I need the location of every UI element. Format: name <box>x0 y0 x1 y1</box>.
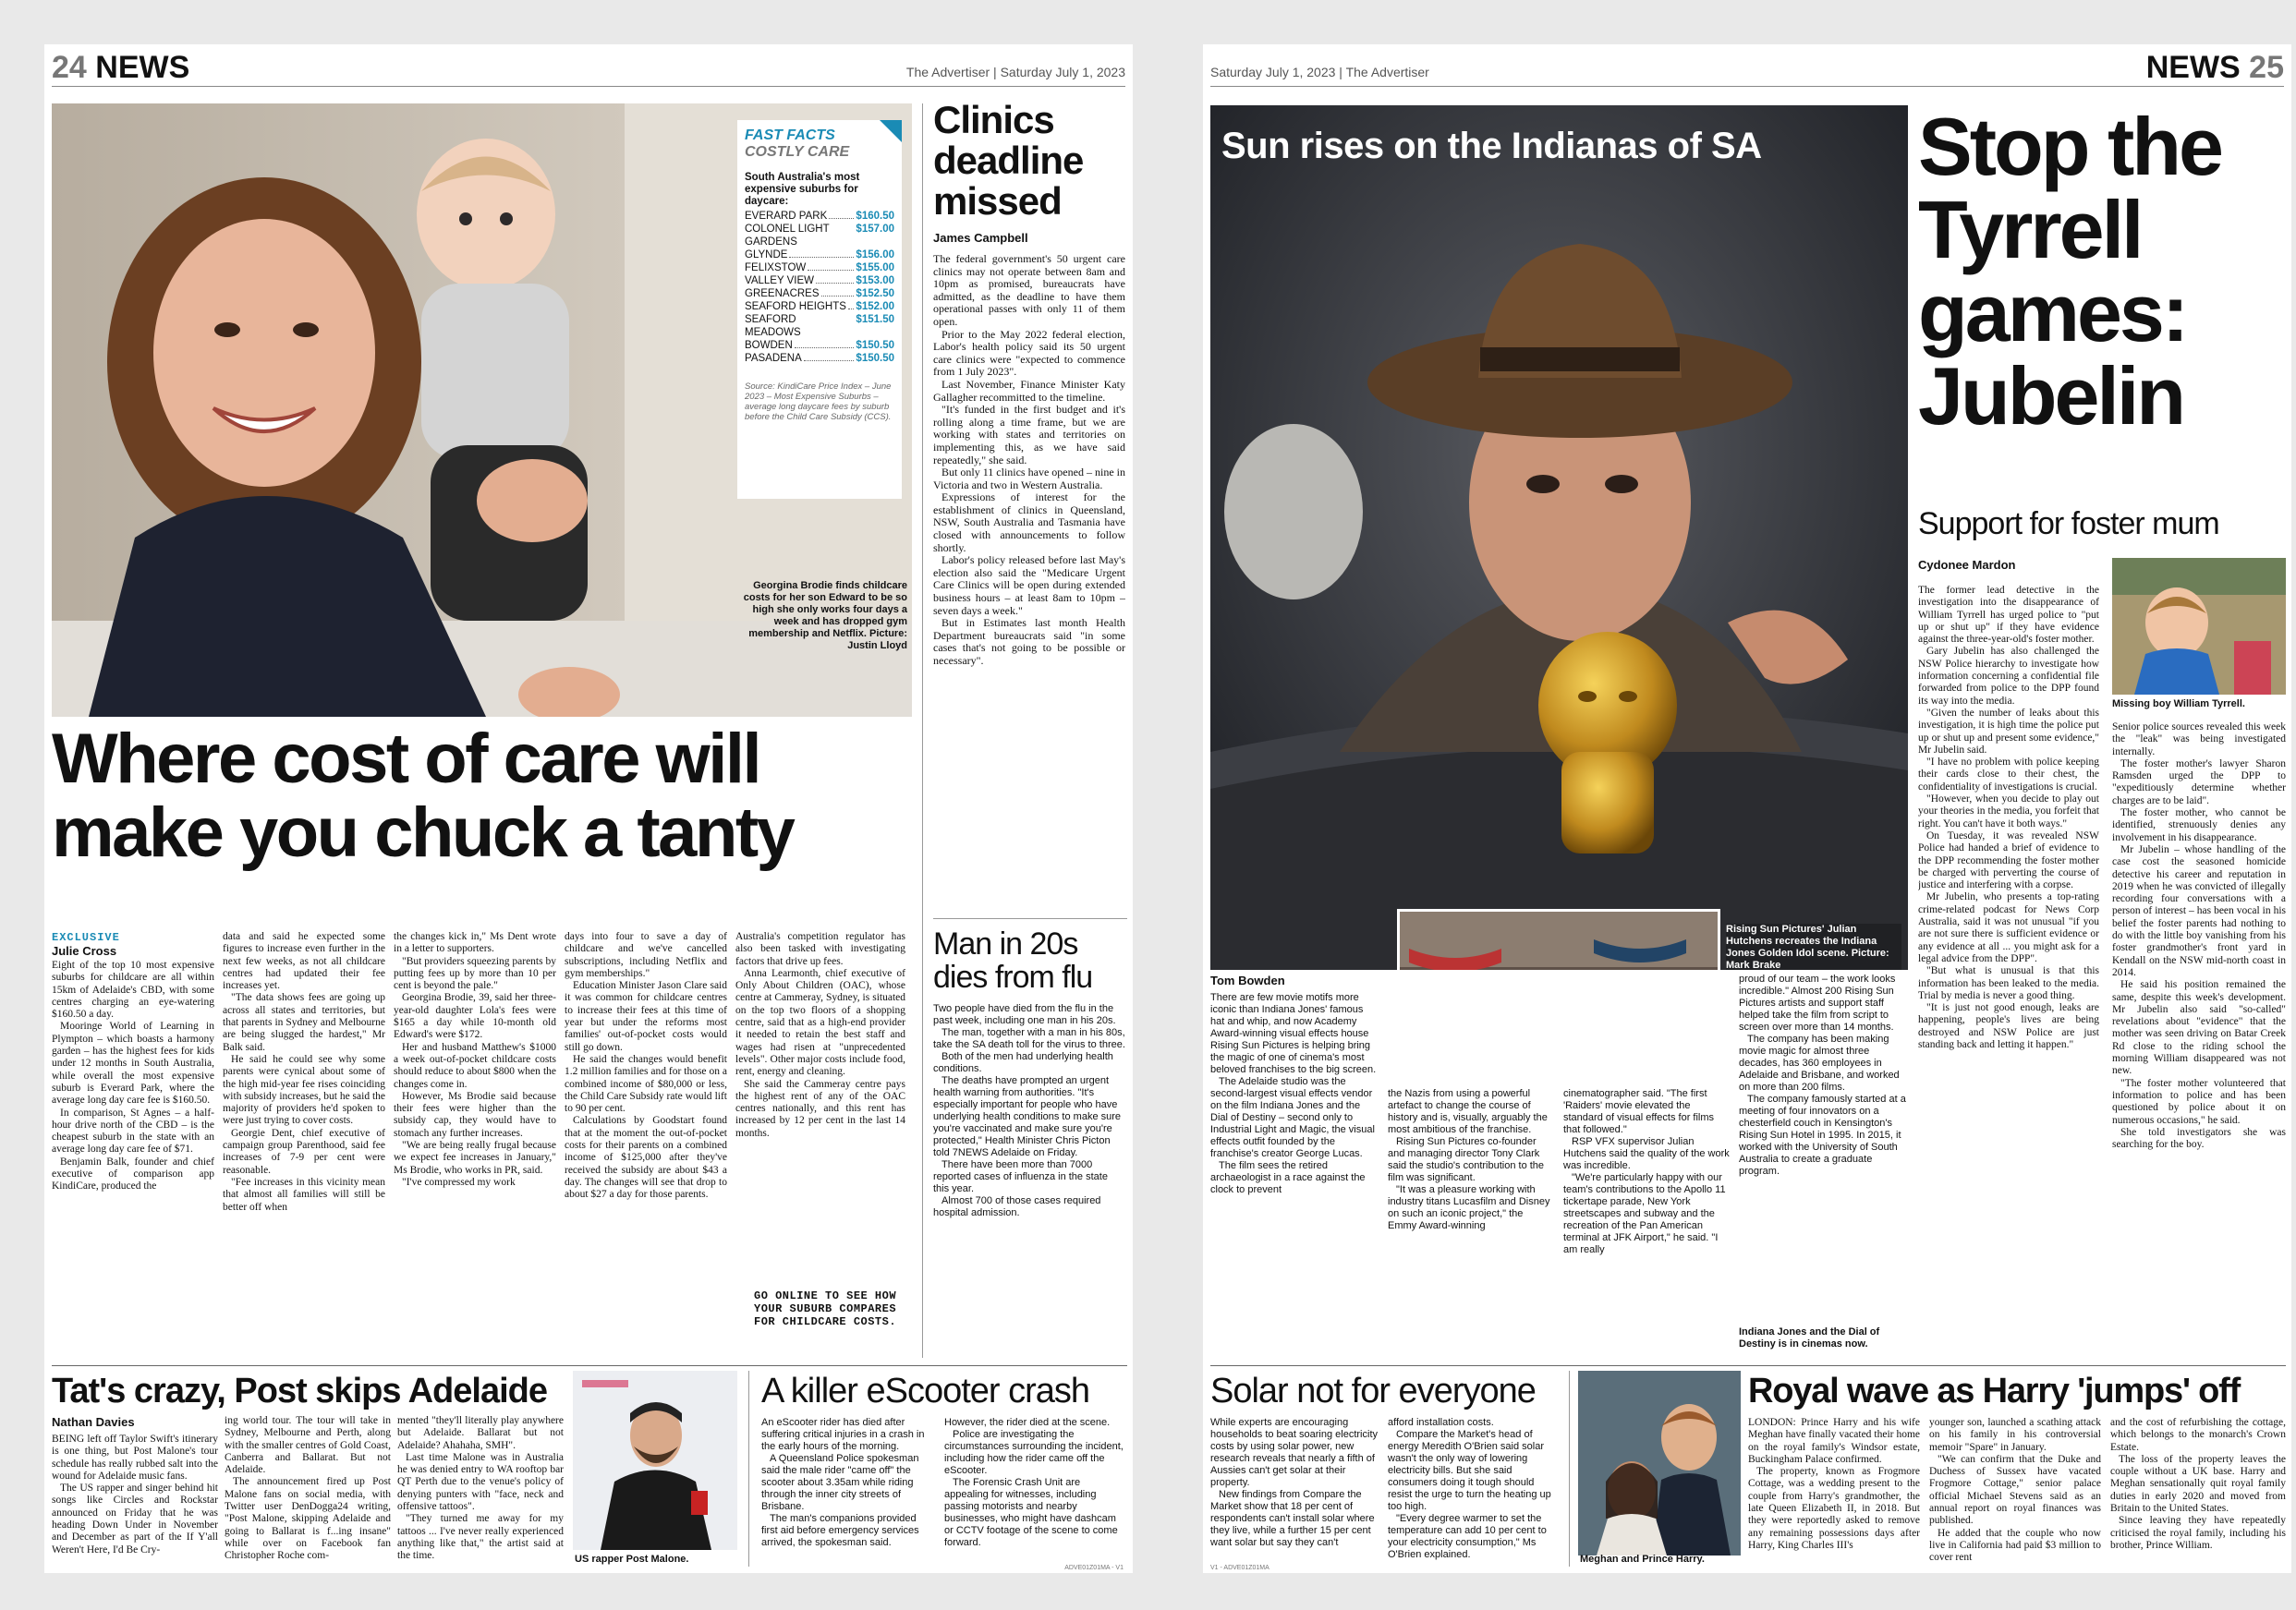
masthead-date: The Advertiser | Saturday July 1, 2023 <box>905 65 1125 79</box>
story-divider <box>933 918 1127 919</box>
daily-fee: $152.00 <box>856 301 894 312</box>
malone-column-1 <box>52 1434 218 1568</box>
paragraph: Almost 700 of those cases required hospital admission. <box>933 1195 1101 1218</box>
page-folio <box>1210 50 2284 87</box>
footer-code: V1 - ADVE01Z01MA <box>1210 1565 1269 1571</box>
paragraph: The deaths have prompted an urgent health warning from authorities. "It's especially important for people who have underlying health conditions to make sure you're vaccinated and make sure you're protected," Health Minister Chris Picton told 7NEWS Adelaide on Friday. <box>933 1075 1122 1158</box>
paragraph: Benjamin Balk, founder and chief executive of comparison app KindiCare, produced the <box>52 1156 214 1192</box>
suburb-name: GREENACRES <box>745 288 820 299</box>
boy-portrait-illustration <box>2112 558 2286 695</box>
tyrrell-photo-caption: Missing boy William Tyrrell. <box>2112 698 2245 709</box>
leader-dots <box>829 210 854 219</box>
paragraph: Last November, Finance Minister Katy Gallagher recommitted to the timeline. <box>933 377 1125 404</box>
paragraph: "But providers squeezing parents by putting fees up by more than 10 per cent is beyond the pale." <box>394 955 556 992</box>
paragraph: Two people have died from the flu in the past week, including one man in his 20s. <box>933 1003 1116 1026</box>
suburb-name: SEAFORD MEADOWS <box>745 314 801 338</box>
paragraph: "We're particularly happy with our team's contributions to the Apollo 11 tickertape parade, New York streetscapes and subway and the recreation of the Pan American terminal at JFK Airport," he said. "I am really <box>1563 1172 1726 1255</box>
paragraph: There have been more than 7000 reported cases of influenza in the state this year. <box>933 1159 1108 1194</box>
escooter-column-1 <box>761 1417 935 1567</box>
lead-byline: Julie Cross <box>52 944 117 958</box>
tickertape-parade-illustration <box>1400 912 1720 970</box>
paragraph: Labor's policy released before last May's election also said the "Medicare Urgent Care Clinics will be open during extended business hours – at least 8am to 10pm – seven days a week." <box>933 553 1125 617</box>
fast-facts-subtitle: COSTLY CARE <box>745 144 850 160</box>
parade-inset-photo <box>1397 909 1720 970</box>
lead-column-5 <box>735 931 905 1291</box>
paragraph: The man, together with a man in his 80s, take the SA death toll for the virus to three. <box>933 1027 1125 1050</box>
paragraph: He said his position remained the same, despite this week's development. Mr Jubelin also said "so-called" revelations about "evidence" that the mother was seen driving on Batar Creek Rd close to the riding school the morning William disappeared was not new. <box>2112 979 2286 1077</box>
suburb-name: BOWDEN <box>745 340 793 351</box>
paragraph: Both of the men had underlying health conditions. <box>933 1051 1113 1074</box>
daily-fee: $151.50 <box>856 314 894 325</box>
paragraph: Gary Jubelin has also challenged the NSW Police hierarchy to investigate how information concerning a confidential file forwarded from police to the DPP found its way into the media. <box>1918 646 2099 707</box>
royal-column-2 <box>1929 1417 2101 1567</box>
leader-dots <box>795 339 855 348</box>
paragraph: data and said he expected some figures to increase even further in the next few weeks, as not all childcare centres had updated their fee increases yet. <box>223 931 385 992</box>
paragraph: Since leaving they have repeatedly criticised the royal family, including his brother, Prince William. <box>2110 1515 2286 1551</box>
meghan-harry-illustration <box>1578 1371 1741 1556</box>
paragraph: Her and husband Matthew's $1000 a week out-of-pocket childcare costs should reduce to about $800 when the changes come in. <box>394 1041 556 1090</box>
indiana-headline: Sun rises on the Indianas of SA <box>1221 126 1762 166</box>
paragraph: There are few movie motifs more iconic than Indiana Jones' famous hat and whip, and now Academy Award-winning visual effects house Rising Sun Pictures is helping bring the magic of one of cinema's most beloved franchises to the big screen. <box>1210 992 1377 1075</box>
fast-facts-row <box>745 274 894 287</box>
paragraph: "I've compressed my work <box>402 1176 516 1188</box>
paragraph: afford installation costs. <box>1388 1417 1494 1428</box>
paragraph: cinematographer said. "The first 'Raiders' movie elevated the standard of visual effects for films that followed." <box>1563 1088 1715 1135</box>
indiana-photo <box>1210 105 1908 970</box>
indiana-idol-illustration <box>1210 105 1908 970</box>
paragraph: The property, known as Frogmore Cottage, was a wedding present to the couple from Harry's grandmother, the late Queen Elizabeth II, in 2018. But they were reportedly asked to remove any remaining possessions days after Harry, King Charles III's <box>1748 1466 1920 1551</box>
column-divider-bottom <box>748 1371 749 1567</box>
column-divider <box>922 103 923 1358</box>
paragraph: The foster mother, who cannot be identified, strenuously denies any involvement in his disappearance. <box>2112 807 2286 843</box>
paragraph: He said he could see why some parents were cynical about some of the high mid-year fee rises coinciding with subsidy increases, but he said the majority of providers he'd spoken to were just trying to cover costs. <box>223 1053 385 1127</box>
paragraph: "I have no problem with police keeping their cards close to their chest, the confidentiality of investigations is crucial. <box>1918 757 2099 793</box>
indiana-column-2 <box>1388 1088 1554 1358</box>
solar-column-2 <box>1388 1417 1560 1567</box>
lead-headline: Where cost of care will make you chuck a tanty <box>52 720 794 872</box>
paragraph: and the cost of refurbishing the cottage, which belongs to the monarch's Crown Estate. <box>2110 1417 2286 1453</box>
paragraph: The federal government's 50 urgent care clinics may not operate between 8am and 10pm as promised, bureaucrats have admitted, as the deadline to have them operational passes with only 11 of them open. <box>933 253 1125 328</box>
fast-facts-row <box>745 287 894 300</box>
suburb-name: PASADENA <box>745 353 802 364</box>
indiana-column-3 <box>1563 1088 1730 1358</box>
paragraph: But in Estimates last month Health Department bureaucrats said "in some cases that's not going to be possible or necessary". <box>933 616 1125 667</box>
tyrrell-subhead: Support for foster mum <box>1918 506 2219 541</box>
paragraph: Australia's competition regulator has also been tasked with investigating factors that drive up fees. <box>735 931 905 967</box>
section-name: NEWS <box>2145 50 2241 85</box>
clinics-body <box>933 253 1125 909</box>
leader-dots <box>808 261 854 271</box>
paragraph: Mr Jubelin – whose handling of the case cost the seasoned homicide detective his career and reputation in 2019 when he was convicted of illegally recording four conversations with a person of interest – has been vocal in his belief the foster parents had nothing to do with the little boy vanishing from his foster grandmother's front yard in Kendall on the NSW mid-north coast in 2014. <box>2112 843 2286 978</box>
paragraph: "We are being really frugal because we expect fee increases in January," Ms Brodie, who works in PR, said. <box>394 1140 556 1176</box>
paragraph: However, the rider died at the scene. <box>944 1417 1111 1428</box>
daily-fee: $157.00 <box>856 224 894 235</box>
photo-caption: Georgina Brodie finds childcare costs for her son Edward to be so high she only works four days a week and has dropped gym membership and Netflix. Picture: Justin Lloyd <box>743 580 907 651</box>
paragraph: However, Ms Brodie said because their fees were higher than the subsidy cap, they would have to stomach any further increases. <box>394 1090 556 1139</box>
daily-fee: $150.50 <box>856 353 894 364</box>
paragraph: The Forensic Crash Unit are appealing for witnesses, including passing motorists and nearby businesses, who might have dashcam or CCTV footage of the scene to come forward. <box>944 1477 1118 1548</box>
paragraph: Senior police sources revealed this week the "leak" was being investigated internally. <box>2112 721 2286 757</box>
indiana-column-1 <box>1210 992 1379 1358</box>
section-divider <box>52 1365 1127 1366</box>
paragraph: the changes kick in," Ms Dent wrote in a letter to supporters. <box>394 931 556 955</box>
malone-column-3 <box>397 1415 564 1568</box>
left-page <box>44 44 1133 1573</box>
leader-dots <box>816 274 854 284</box>
paragraph: The film sees the retired archaeologist in a race against the clock to prevent <box>1210 1160 1366 1195</box>
fast-facts-source: Source: KindiCare Price Index – June 2023 – Most Expensive Suburbs – average long daycare fees by suburb before the Child Care Subsidy (CCS). <box>745 381 892 422</box>
indiana-caption: Rising Sun Pictures' Julian Hutchens recreates the Indiana Jones Golden Idol scene. Picture: Mark Brake <box>1726 924 1901 970</box>
paragraph: While experts are encouraging households to beat soaring electricity costs by using solar power, new research reveals that nearly a fifth of Aussies can't get solar at their property. <box>1210 1417 1378 1488</box>
paragraph: On Tuesday, it was revealed NSW Police had handed a brief of evidence to the DPP recommending the foster mother be charged with perverting the course of justice and interfering with a corpse. <box>1918 829 2099 891</box>
lead-column-2 <box>223 931 385 1357</box>
tyrrell-column-1 <box>1918 585 2099 1359</box>
rapper-portrait-illustration <box>573 1371 737 1550</box>
fast-facts-row <box>745 313 894 339</box>
paragraph: He added that the couple who now live in California had paid $3 million to cover rent <box>1929 1527 2101 1564</box>
royal-headline: Royal wave as Harry 'jumps' off <box>1748 1372 2241 1410</box>
corner-flag-icon <box>880 120 902 142</box>
paragraph: "It was a pleasure working with industry titans Lucasfilm and Disney on such an iconic project," the Emmy Award-winning <box>1388 1184 1550 1231</box>
malone-column-2 <box>225 1415 391 1568</box>
fast-facts-title: FAST FACTS <box>745 127 835 143</box>
paragraph: In comparison, St Agnes – a half-hour drive north of the CBD – is the cheapest suburb in the state with an average long day care fee of $71. <box>52 1107 214 1156</box>
lead-column-3 <box>394 931 556 1357</box>
daily-fee: $153.00 <box>856 275 894 286</box>
paragraph: A Queensland Police spokesman said the male rider "came off" the scooter about 3.35am while riding through the inner city streets of Brisbane. <box>761 1453 919 1512</box>
malone-caption: US rapper Post Malone. <box>575 1554 689 1565</box>
paragraph: New findings from Compare the Market show that 18 per cent of respondents can't install solar where they live, while a further 15 per cent want solar but say they can't <box>1210 1489 1375 1548</box>
indiana-column-4 <box>1739 974 1907 1325</box>
solar-headline: Solar not for everyone <box>1210 1372 1536 1410</box>
clinics-byline: James Campbell <box>933 231 1028 245</box>
fast-facts-row <box>745 223 894 248</box>
paragraph: He said the changes would benefit 1.2 million families and for those on a combined income of $80,000 or less, the Child Care Subsidy rate would lift to 90 per cent. <box>565 1053 727 1115</box>
paragraph: Georgie Dent, chief executive of campaign group Parenthood, said fee increases of 7-9 per cent were reasonable. <box>223 1127 385 1176</box>
paragraph: "But what is unusual is that this information has been leaked to the media. Trial by media is never a good thing. <box>1918 965 2099 1001</box>
paragraph: Georgina Brodie, 39, said her three-year-old daughter Lola's fees were $165 a day while 10-month old Edward's were $172. <box>394 992 556 1041</box>
paragraph: LONDON: Prince Harry and his wife Meghan have finally vacated their home on the royal family's Windsor estate, Buckingham Palace confirmed. <box>1748 1417 1920 1465</box>
paragraph: proud of our team – the work looks incredible." Almost 200 Rising Sun Pictures artists and support staff helped take the film from script to screen over more than 14 months. <box>1739 974 1896 1033</box>
paragraph: "The foster mother volunteered that information to police and has been questioned by police about it on numerous occasions," he said. <box>2112 1077 2286 1126</box>
fast-facts-row <box>745 300 894 313</box>
suburb-name: GLYNDE <box>745 249 788 260</box>
leader-dots <box>789 248 854 258</box>
paragraph: The announcement fired up Post Malone fans on social media, with Twitter user DenDogga24 writing, "Post Malone, skipping Adelaide and going to Ballarat is f...ing insane" while over on Facebook fan Christopher Roche com- <box>225 1476 391 1562</box>
masthead-date: Saturday July 1, 2023 | The Advertiser <box>1210 65 1429 79</box>
leader-dots <box>821 287 855 297</box>
tyrrell-byline: Cydonee Mardon <box>1918 558 2016 572</box>
paragraph: Expressions of interest for the establishment of clinics in Queensland, NSW, South Australia and Tasmania have closed with announcements to follow shortly. <box>933 490 1125 554</box>
leader-dots <box>848 300 855 309</box>
paragraph: She told investigators she was searching for the boy. <box>2112 1126 2286 1151</box>
fast-facts-row <box>745 248 894 261</box>
paragraph: She said the Cammeray centre pays the highest rent of any of the OAC centres nationally, and this rent has increased by 12 per cent in the last 14 months. <box>735 1078 905 1139</box>
paragraph: the Nazis from using a powerful artefact to change the course of history and is, visually, arguably the most ambitious of the franchise. <box>1388 1088 1548 1135</box>
paragraph: "They turned me away for my tattoos ... I've never really experienced anything like that," the artist said at the time. <box>397 1513 564 1562</box>
paragraph: RSP VFX supervisor Julian Hutchens said the quality of the work was incredible. <box>1563 1136 1730 1171</box>
william-tyrrell-photo <box>2112 558 2286 695</box>
paragraph: The loss of the property leaves the couple without a UK base. Harry and Meghan sensationally quit royal family duties in early 2020 and moved from Britain to the United States. <box>2110 1453 2286 1515</box>
daily-fee: $150.50 <box>856 340 894 351</box>
paragraph: Compare the Market's head of energy Meredith O'Brien said solar wasn't the only way of lowering electricity bills. But she said consumers doing it tough should resist the urge to turn the heating up too high. <box>1388 1429 1551 1512</box>
royal-caption: Meghan and Prince Harry. <box>1580 1554 1705 1565</box>
page-number: 25 <box>2249 50 2284 85</box>
paragraph: The Adelaide studio was the second-largest visual effects vendor on the film Indiana Jones and the Dial of Destiny – second only to Industrial Light and Magic, the visual effects outfit founded by the franchise's creator George Lucas. <box>1210 1076 1375 1159</box>
flu-headline: Man in 20s dies from flu <box>933 926 1093 995</box>
paragraph: days into four to save a day of childcare and we've cancelled subscriptions, including Netflix and gym memberships." <box>565 931 727 979</box>
paragraph: mented "they'll literally play anywhere but Adelaide. Ballarat but not Adelaide? Ahahaha, SMH". <box>397 1415 564 1451</box>
fast-facts-row <box>745 339 894 352</box>
suburb-name: EVERARD PARK <box>745 211 828 222</box>
daily-fee: $156.00 <box>856 249 894 260</box>
paragraph: Mooringe World of Learning in Plympton – which boasts a harmony garden – has the highest fees for kids under 12 months in South Australia, while overall the most expensive suburb is Everard Park, where the average long day care fee is $160.50. <box>52 1021 214 1107</box>
malone-headline: Tat's crazy, Post skips Adelaide <box>52 1372 547 1410</box>
escooter-headline: A killer eScooter crash <box>761 1372 1090 1410</box>
paragraph: Eight of the top 10 most expensive suburbs for childcare are all within 15km of Adelaide's CBD, with some centres charging an eye-watering $160.50 a day. <box>52 960 214 1021</box>
malone-byline: Nathan Davies <box>52 1415 135 1429</box>
paragraph: Calculations by Goodstart found that at the moment the out-of-pocket costs for their parents on a combined income of $125,000 after they've received the subsidy are about $43 a day. The changes will see that drop to about $27 a day for those parents. <box>565 1115 727 1201</box>
leader-dots <box>804 352 855 361</box>
paragraph: Mr Jubelin, who presents a top-rating crime-related podcast for News Corp Australia, said it was not unusual "if you are not sure there is sufficient evidence or any evidence at all ... you might ask for a legal advice from the DPP". <box>1918 891 2099 964</box>
suburb-name: COLONEL LIGHT GARDENS <box>745 224 830 248</box>
suburb-name: FELIXSTOW <box>745 262 807 273</box>
paragraph: The man's companions provided first aid before emergency services arrived, the spokesman said. <box>761 1513 919 1548</box>
lead-column-4 <box>565 931 727 1357</box>
royal-photo <box>1578 1371 1741 1556</box>
lead-column-1 <box>52 960 214 1357</box>
malone-photo <box>573 1371 737 1550</box>
footer-code: ADVE01Z01MA - V1 <box>1064 1565 1124 1571</box>
royal-column-1 <box>1748 1417 1920 1567</box>
indiana-tagline: Indiana Jones and the Dial of Destiny is in cinemas now. <box>1739 1326 1880 1350</box>
page-number: 24 <box>52 50 87 85</box>
paragraph: An eScooter rider has died after suffering critical injuries in a crash in the early hours of the morning. <box>761 1417 925 1452</box>
paragraph: "It's funded in the first budget and it's rolling along a time frame, but we are working with states and territories on implementing this, as we have said repeatedly," she said. <box>933 403 1125 466</box>
flu-body <box>933 1003 1125 1359</box>
paragraph: The former lead detective in the investigation into the disappearance of William Tyrrell has urged police to "put up or shut up" if they have evidence against the three-year-old's foster mother. <box>1918 585 2099 646</box>
paragraph: "We can confirm that the Duke and Duchess of Sussex have vacated Frogmore Cottage," senior palace official Michael Stevens said as an annual report on royal finances was published. <box>1929 1453 2101 1527</box>
paragraph: Education Minister Jason Clare said it was common for childcare centres to increase their fees at this time of year but under the reforms most families' out-of-pocket costs would still go down. <box>565 980 727 1053</box>
paragraph: BEING left off Taylor Swift's itinerary is one thing, but Post Malone's tour schedule has really rubbed salt into the wound for Adelaide music fans. <box>52 1434 218 1482</box>
column-divider-bottom <box>1569 1371 1570 1567</box>
paragraph: younger son, launched a scathing attack on his family in his controversial memoir "Spare" in January. <box>1929 1417 2101 1453</box>
fast-facts-row <box>745 261 894 274</box>
paragraph: "Every degree warmer to set the temperature can add 10 per cent to your electricity consumption," Ms O'Brien explained. <box>1388 1513 1547 1560</box>
right-page <box>1203 44 2291 1573</box>
paragraph: "The data shows fees are going up across all states and territories, but that parents in Sydney and Melbourne are being slugged the hardest," Mr Balk said. <box>223 992 385 1053</box>
paragraph: "Given the number of leaks about this investigation, it is high time the police put up or shut up and present some evidence," Mr Jubelin said. <box>1918 707 2099 756</box>
paragraph: "It is just not good enough, leaks are happening, people's lives are being destroyed and NSW Police are just standing back and letting it happen." <box>1918 1002 2099 1050</box>
daily-fee: $152.50 <box>856 288 894 299</box>
paragraph: But only 11 clinics have opened – nine in Victoria and two in Western Australia. <box>933 466 1125 491</box>
paragraph: "Fee increases in this vicinity mean that almost all families will still be better off when <box>223 1176 385 1213</box>
solar-column-1 <box>1210 1417 1380 1567</box>
paragraph: Police are investigating the circumstances surrounding the incident, including how the rider came off the eScooter. <box>944 1429 1124 1476</box>
paragraph: The company famously started at a meeting of four innovators on a chesterfield couch in Kensington's Rising Sun Hotel in 1995. In 2015, it worked with the University of South Australia to create a graduate program. <box>1739 1094 1906 1177</box>
escooter-column-2 <box>944 1417 1125 1567</box>
paragraph: The company has been making movie magic for almost three decades, has 360 employees in Adelaide and Brisbane, and worked on more than 200 films. <box>1739 1034 1900 1093</box>
suburb-name: VALLEY VIEW <box>745 275 814 286</box>
paragraph: "However, when you decide to play out your theories in the media, you forfeit that right. You can't have it both ways." <box>1918 793 2099 829</box>
section-divider <box>1210 1365 2286 1366</box>
daily-fee: $155.00 <box>856 262 894 273</box>
fast-facts-intro: South Australia's most expensive suburbs for daycare: <box>745 172 860 207</box>
fast-facts-list <box>745 210 894 365</box>
fast-facts-row <box>745 352 894 365</box>
fast-facts-row <box>745 210 894 223</box>
exclusive-kicker: EXCLUSIVE <box>52 931 120 944</box>
tyrrell-headline: Stop the Tyrrell games: Jubelin <box>1918 101 2221 442</box>
clinics-headline: Clinics deadline missed <box>933 98 1084 223</box>
section-name: NEWS <box>95 50 190 85</box>
royal-column-3 <box>2110 1417 2286 1567</box>
paragraph: Rising Sun Pictures co-founder and managing director Tony Clark said the studio's contribution to the film was significant. <box>1388 1136 1545 1183</box>
online-promo-link[interactable]: GO ONLINE TO SEE HOW YOUR SUBURB COMPARES FOR CHILDCARE COSTS. <box>754 1289 897 1328</box>
daily-fee: $160.50 <box>856 211 894 222</box>
page-folio <box>52 50 1125 87</box>
fast-facts-box <box>737 120 902 499</box>
paragraph: Last time Malone was in Australia he was denied entry to WA rooftop bar QT Perth due to the venue's policy of denying punters with "face, neck and offensive tattoos". <box>397 1451 564 1513</box>
indiana-byline: Tom Bowden <box>1210 974 1285 987</box>
paragraph: Prior to the May 2022 federal election, Labor's health policy said its 50 urgent care clinics were "expected to commence from 1 July 2023". <box>933 327 1125 379</box>
suburb-name: SEAFORD HEIGHTS <box>745 301 846 312</box>
paragraph: Anna Learmonth, chief executive of Only About Children (OAC), whose centre at Cammeray, Sydney, is situated on the top two floors of a shopping centre, said that as a high-end provider it needed to retain the best staff and wages had risen at "unprecedented levels". Other major costs include food, rent, energy and cleaning. <box>735 967 905 1078</box>
tyrrell-column-2 <box>2112 721 2286 1359</box>
paragraph: ing world tour. The tour will take in Sydney, Melbourne and Perth, along with the smaller centres of Gold Coast, Canberra and Ballarat. But not Adelaide. <box>225 1415 391 1476</box>
paragraph: The US rapper and singer behind hit songs like Circles and Rockstar announced on Friday that he was heading Down Under in November and December as part of the If Y'all Weren't Here, I'd Be Cry- <box>52 1483 218 1556</box>
paragraph: The foster mother's lawyer Sharon Ramsden urged the DPP to "expeditiously determine whether charges are to be laid". <box>2112 757 2286 806</box>
